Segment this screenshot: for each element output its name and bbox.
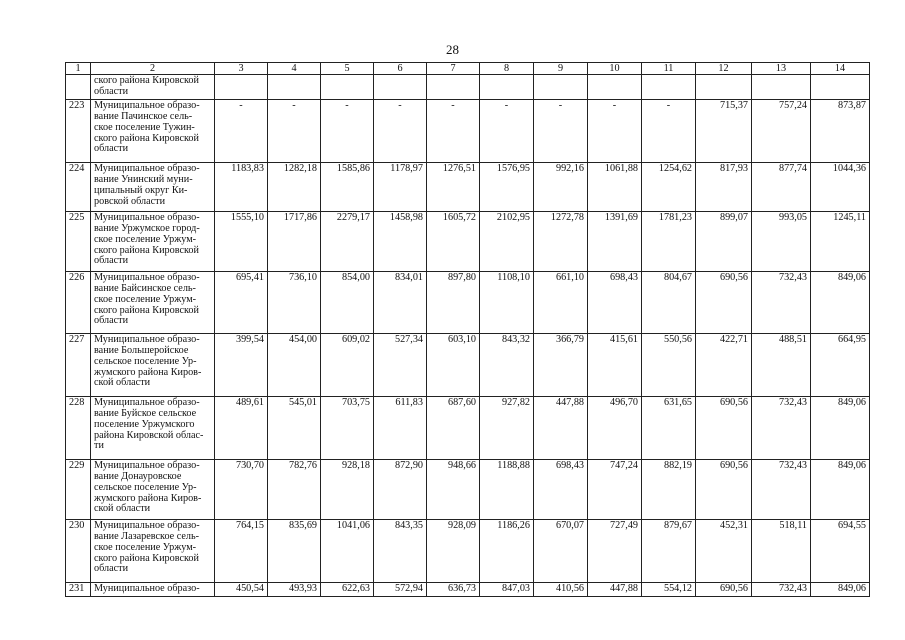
municipality-name: Муниципальное образо- вание Буйское сельское поселение Уржумского района Кировской облас- ти bbox=[91, 396, 215, 459]
row-number bbox=[66, 75, 91, 100]
value-cell-col-8 bbox=[480, 75, 534, 100]
value-cell-col-9: 670,07 bbox=[534, 519, 588, 582]
table-row bbox=[66, 211, 870, 271]
value-cell-col-9: 366,79 bbox=[534, 333, 588, 396]
value-cell-col-6: 611,83 bbox=[374, 396, 427, 459]
value-cell-col-6: 834,01 bbox=[374, 271, 427, 333]
value-cell-col-14: 849,06 bbox=[811, 582, 870, 596]
municipality-name: Муниципальное образо- вание Большеройское сельское поселение Ур- жумского района Киров- ской области bbox=[91, 333, 215, 396]
column-number-2: 2 bbox=[91, 63, 215, 75]
value-cell-col-6 bbox=[374, 75, 427, 100]
value-cell-col-12: 690,56 bbox=[696, 582, 752, 596]
value-cell-col-12 bbox=[696, 75, 752, 100]
value-cell-col-9: 1272,78 bbox=[534, 211, 588, 271]
value-cell-col-7: 948,66 bbox=[427, 459, 480, 519]
column-number-6: 6 bbox=[374, 63, 427, 75]
column-number-10: 10 bbox=[588, 63, 642, 75]
value-cell-col-6: 527,34 bbox=[374, 333, 427, 396]
value-cell-col-9: 698,43 bbox=[534, 459, 588, 519]
municipality-name: ского района Кировской области bbox=[91, 75, 215, 100]
value-cell-col-8: 1108,10 bbox=[480, 271, 534, 333]
value-cell-col-14: 694,55 bbox=[811, 519, 870, 582]
value-cell-col-4: 493,93 bbox=[268, 582, 321, 596]
value-cell-col-5: 1041,06 bbox=[321, 519, 374, 582]
value-cell-col-11: 882,19 bbox=[642, 459, 696, 519]
value-cell-col-6: 572,94 bbox=[374, 582, 427, 596]
value-cell-col-10: 747,24 bbox=[588, 459, 642, 519]
column-number-8: 8 bbox=[480, 63, 534, 75]
table-row bbox=[66, 99, 870, 162]
value-cell-col-10: 1391,69 bbox=[588, 211, 642, 271]
value-cell-col-4: 835,69 bbox=[268, 519, 321, 582]
value-cell-col-13: 993,05 bbox=[752, 211, 811, 271]
value-cell-col-7: 636,73 bbox=[427, 582, 480, 596]
value-cell-col-6: 872,90 bbox=[374, 459, 427, 519]
value-cell-col-8: 847,03 bbox=[480, 582, 534, 596]
value-cell-col-14: 664,95 bbox=[811, 333, 870, 396]
value-cell-col-14: 849,06 bbox=[811, 271, 870, 333]
column-number-13: 13 bbox=[752, 63, 811, 75]
column-number-5: 5 bbox=[321, 63, 374, 75]
value-cell-col-11: 631,65 bbox=[642, 396, 696, 459]
value-cell-col-8: 2102,95 bbox=[480, 211, 534, 271]
value-cell-col-11: 550,56 bbox=[642, 333, 696, 396]
value-cell-col-6: 1458,98 bbox=[374, 211, 427, 271]
table-row bbox=[66, 582, 870, 596]
value-cell-col-4 bbox=[268, 75, 321, 100]
value-cell-col-8: - bbox=[480, 99, 534, 162]
column-number-14: 14 bbox=[811, 63, 870, 75]
value-cell-col-13: 518,11 bbox=[752, 519, 811, 582]
value-cell-col-11: 804,67 bbox=[642, 271, 696, 333]
column-number-9: 9 bbox=[534, 63, 588, 75]
value-cell-col-3: 489,61 bbox=[215, 396, 268, 459]
row-number: 231 bbox=[66, 582, 91, 596]
value-cell-col-7: 928,09 bbox=[427, 519, 480, 582]
value-cell-col-4: 545,01 bbox=[268, 396, 321, 459]
value-cell-col-14 bbox=[811, 75, 870, 100]
value-cell-col-9: 447,88 bbox=[534, 396, 588, 459]
row-number: 225 bbox=[66, 211, 91, 271]
value-cell-col-6: 843,35 bbox=[374, 519, 427, 582]
column-number-12: 12 bbox=[696, 63, 752, 75]
value-cell-col-3: 399,54 bbox=[215, 333, 268, 396]
table-row bbox=[66, 162, 870, 211]
value-cell-col-7: 1605,72 bbox=[427, 211, 480, 271]
value-cell-col-6: - bbox=[374, 99, 427, 162]
value-cell-col-5: - bbox=[321, 99, 374, 162]
value-cell-col-14: 849,06 bbox=[811, 396, 870, 459]
value-cell-col-14: 873,87 bbox=[811, 99, 870, 162]
row-number: 226 bbox=[66, 271, 91, 333]
value-cell-col-12: 690,56 bbox=[696, 396, 752, 459]
row-number: 224 bbox=[66, 162, 91, 211]
value-cell-col-3: 730,70 bbox=[215, 459, 268, 519]
tariff-table bbox=[65, 62, 870, 597]
municipality-name: Муниципальное образо- bbox=[91, 582, 215, 596]
value-cell-col-3 bbox=[215, 75, 268, 100]
value-cell-col-8: 927,82 bbox=[480, 396, 534, 459]
value-cell-col-11: 1254,62 bbox=[642, 162, 696, 211]
table-row bbox=[66, 75, 870, 100]
value-cell-col-13: 732,43 bbox=[752, 271, 811, 333]
value-cell-col-11: - bbox=[642, 99, 696, 162]
value-cell-col-4: - bbox=[268, 99, 321, 162]
value-cell-col-8: 843,32 bbox=[480, 333, 534, 396]
value-cell-col-4: 454,00 bbox=[268, 333, 321, 396]
value-cell-col-14: 849,06 bbox=[811, 459, 870, 519]
municipality-name: Муниципальное образо- вание Донауровское сельское поселение Ур- жумского района Киров- ской области bbox=[91, 459, 215, 519]
municipality-name: Муниципальное образо- вание Пачинское сель- ское поселение Тужин- ского района Кировской области bbox=[91, 99, 215, 162]
value-cell-col-10: - bbox=[588, 99, 642, 162]
value-cell-col-3: 764,15 bbox=[215, 519, 268, 582]
value-cell-col-10: 1061,88 bbox=[588, 162, 642, 211]
table-row bbox=[66, 333, 870, 396]
value-cell-col-14: 1044,36 bbox=[811, 162, 870, 211]
value-cell-col-13: 488,51 bbox=[752, 333, 811, 396]
column-number-row bbox=[66, 63, 870, 75]
value-cell-col-9: 661,10 bbox=[534, 271, 588, 333]
value-cell-col-7: 603,10 bbox=[427, 333, 480, 396]
value-cell-col-4: 736,10 bbox=[268, 271, 321, 333]
value-cell-col-4: 1282,18 bbox=[268, 162, 321, 211]
table-row bbox=[66, 459, 870, 519]
municipality-name: Муниципальное образо- вание Уржумское город- ское поселение Уржум- ского района Кировской области bbox=[91, 211, 215, 271]
value-cell-col-12: 452,31 bbox=[696, 519, 752, 582]
value-cell-col-10: 698,43 bbox=[588, 271, 642, 333]
value-cell-col-12: 422,71 bbox=[696, 333, 752, 396]
column-number-4: 4 bbox=[268, 63, 321, 75]
value-cell-col-11: 879,67 bbox=[642, 519, 696, 582]
value-cell-col-12: 690,56 bbox=[696, 459, 752, 519]
municipality-name: Муниципальное образо- вание Байсинское сель- ское поселение Уржум- ского района Кировской области bbox=[91, 271, 215, 333]
value-cell-col-3: 1183,83 bbox=[215, 162, 268, 211]
value-cell-col-5: 928,18 bbox=[321, 459, 374, 519]
row-number: 227 bbox=[66, 333, 91, 396]
value-cell-col-9: - bbox=[534, 99, 588, 162]
column-number-3: 3 bbox=[215, 63, 268, 75]
value-cell-col-10: 415,61 bbox=[588, 333, 642, 396]
value-cell-col-11: 1781,23 bbox=[642, 211, 696, 271]
value-cell-col-12: 899,07 bbox=[696, 211, 752, 271]
value-cell-col-12: 715,37 bbox=[696, 99, 752, 162]
column-number-7: 7 bbox=[427, 63, 480, 75]
value-cell-col-10: 727,49 bbox=[588, 519, 642, 582]
value-cell-col-4: 1717,86 bbox=[268, 211, 321, 271]
value-cell-col-7 bbox=[427, 75, 480, 100]
column-number-11: 11 bbox=[642, 63, 696, 75]
value-cell-col-12: 817,93 bbox=[696, 162, 752, 211]
value-cell-col-8: 1186,26 bbox=[480, 519, 534, 582]
value-cell-col-14: 1245,11 bbox=[811, 211, 870, 271]
value-cell-col-4: 782,76 bbox=[268, 459, 321, 519]
page-number: 28 bbox=[446, 42, 459, 57]
value-cell-col-12: 690,56 bbox=[696, 271, 752, 333]
value-cell-col-6: 1178,97 bbox=[374, 162, 427, 211]
value-cell-col-5: 622,63 bbox=[321, 582, 374, 596]
value-cell-col-9: 992,16 bbox=[534, 162, 588, 211]
value-cell-col-13: 757,24 bbox=[752, 99, 811, 162]
value-cell-col-5: 609,02 bbox=[321, 333, 374, 396]
value-cell-col-9 bbox=[534, 75, 588, 100]
value-cell-col-3: - bbox=[215, 99, 268, 162]
row-number: 230 bbox=[66, 519, 91, 582]
column-number-1: 1 bbox=[66, 63, 91, 75]
value-cell-col-10: 447,88 bbox=[588, 582, 642, 596]
value-cell-col-11 bbox=[642, 75, 696, 100]
value-cell-col-3: 1555,10 bbox=[215, 211, 268, 271]
value-cell-col-5: 703,75 bbox=[321, 396, 374, 459]
table-row bbox=[66, 396, 870, 459]
value-cell-col-7: 897,80 bbox=[427, 271, 480, 333]
value-cell-col-13: 732,43 bbox=[752, 459, 811, 519]
value-cell-col-10: 496,70 bbox=[588, 396, 642, 459]
value-cell-col-5: 2279,17 bbox=[321, 211, 374, 271]
table-row bbox=[66, 519, 870, 582]
value-cell-col-5: 1585,86 bbox=[321, 162, 374, 211]
municipality-name: Муниципальное образо- вание Унинский муни- ципальный округ Ки- ровской области bbox=[91, 162, 215, 211]
value-cell-col-3: 450,54 bbox=[215, 582, 268, 596]
value-cell-col-13: 877,74 bbox=[752, 162, 811, 211]
value-cell-col-10 bbox=[588, 75, 642, 100]
value-cell-col-7: - bbox=[427, 99, 480, 162]
value-cell-col-7: 1276,51 bbox=[427, 162, 480, 211]
value-cell-col-8: 1576,95 bbox=[480, 162, 534, 211]
value-cell-col-8: 1188,88 bbox=[480, 459, 534, 519]
row-number: 229 bbox=[66, 459, 91, 519]
value-cell-col-13: 732,43 bbox=[752, 396, 811, 459]
value-cell-col-11: 554,12 bbox=[642, 582, 696, 596]
table-row bbox=[66, 271, 870, 333]
value-cell-col-13 bbox=[752, 75, 811, 100]
value-cell-col-3: 695,41 bbox=[215, 271, 268, 333]
value-cell-col-7: 687,60 bbox=[427, 396, 480, 459]
municipality-name: Муниципальное образо- вание Лазаревское сель- ское поселение Уржум- ского района Кировской области bbox=[91, 519, 215, 582]
value-cell-col-9: 410,56 bbox=[534, 582, 588, 596]
value-cell-col-5 bbox=[321, 75, 374, 100]
row-number: 223 bbox=[66, 99, 91, 162]
value-cell-col-13: 732,43 bbox=[752, 582, 811, 596]
row-number: 228 bbox=[66, 396, 91, 459]
value-cell-col-5: 854,00 bbox=[321, 271, 374, 333]
